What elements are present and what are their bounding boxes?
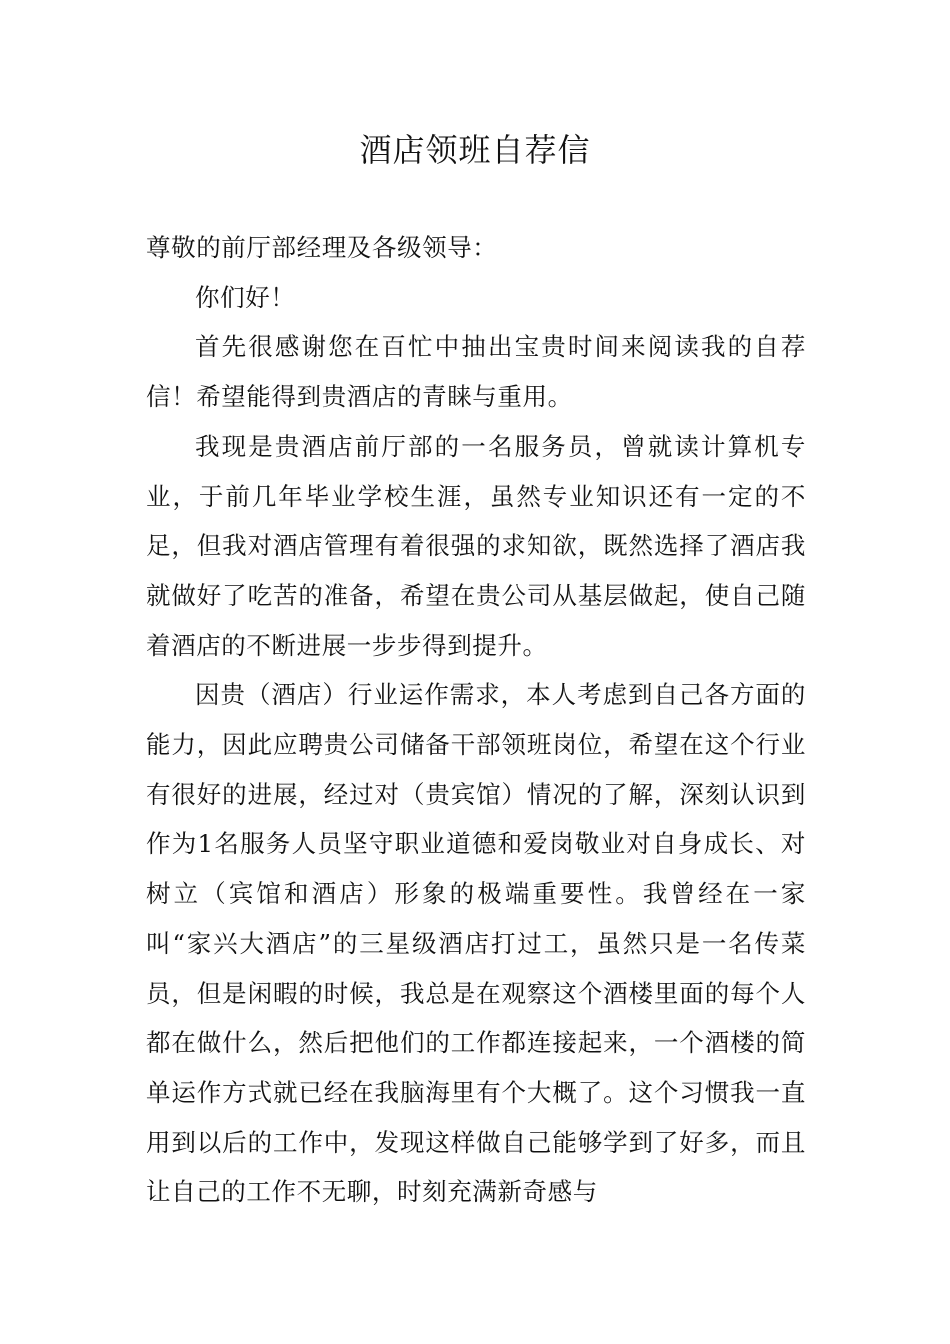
- letter-body: [146, 223, 806, 1217]
- greeting-paragraph: 你们好！: [195, 282, 296, 312]
- document-title: 酒店领班自荐信: [359, 131, 591, 169]
- salutation: 尊敬的前厅部经理及各级领导：: [146, 233, 498, 262]
- paragraph-application: 因贵（酒店）行业运作需求，本人考虑到自己各方面的能力，因此应聘贵公司储备干部领班岗位，希望在这个行业有很好的进展，经过对（贵宾馆）情况的了解，深刻认识到作为1名服务人员坚守职业道德和爱岗敬业对自身成长、对树立（宾馆和酒店）形象的极端重要性。我曾经在一家叫“家兴大酒店”的三星级酒店打过工，虽然只是一名传菜员，但是闲暇的时候，我总是在观察这个酒楼里面的每个人都在做什么，然后把他们的工作都连接起来，一个酒楼的简单运作方式就已经在我脑海里有个大概了。这个习惯我一直用到以后的工作中，发现这样做自己能够学到了好多，而且让自己的工作不无聊，时刻充满新奇感与: [146, 680, 806, 1207]
- paragraph-background: 我现是贵酒店前厅部的一名服务员，曾就读计算机专业，于前几年毕业学校生涯，虽然专业知识还有一定的不足，但我对酒店管理有着很强的求知欲，既然选择了酒店我就做好了吃苦的准备，希望在贵公司从基层做起，使自己随着酒店的不断进展一步步得到提升。: [146, 431, 806, 660]
- paragraph-thanks: 首先很感谢您在百忙中抽出宝贵时间来阅读我的自荐信！希望能得到贵酒店的青睐与重用。: [146, 332, 806, 412]
